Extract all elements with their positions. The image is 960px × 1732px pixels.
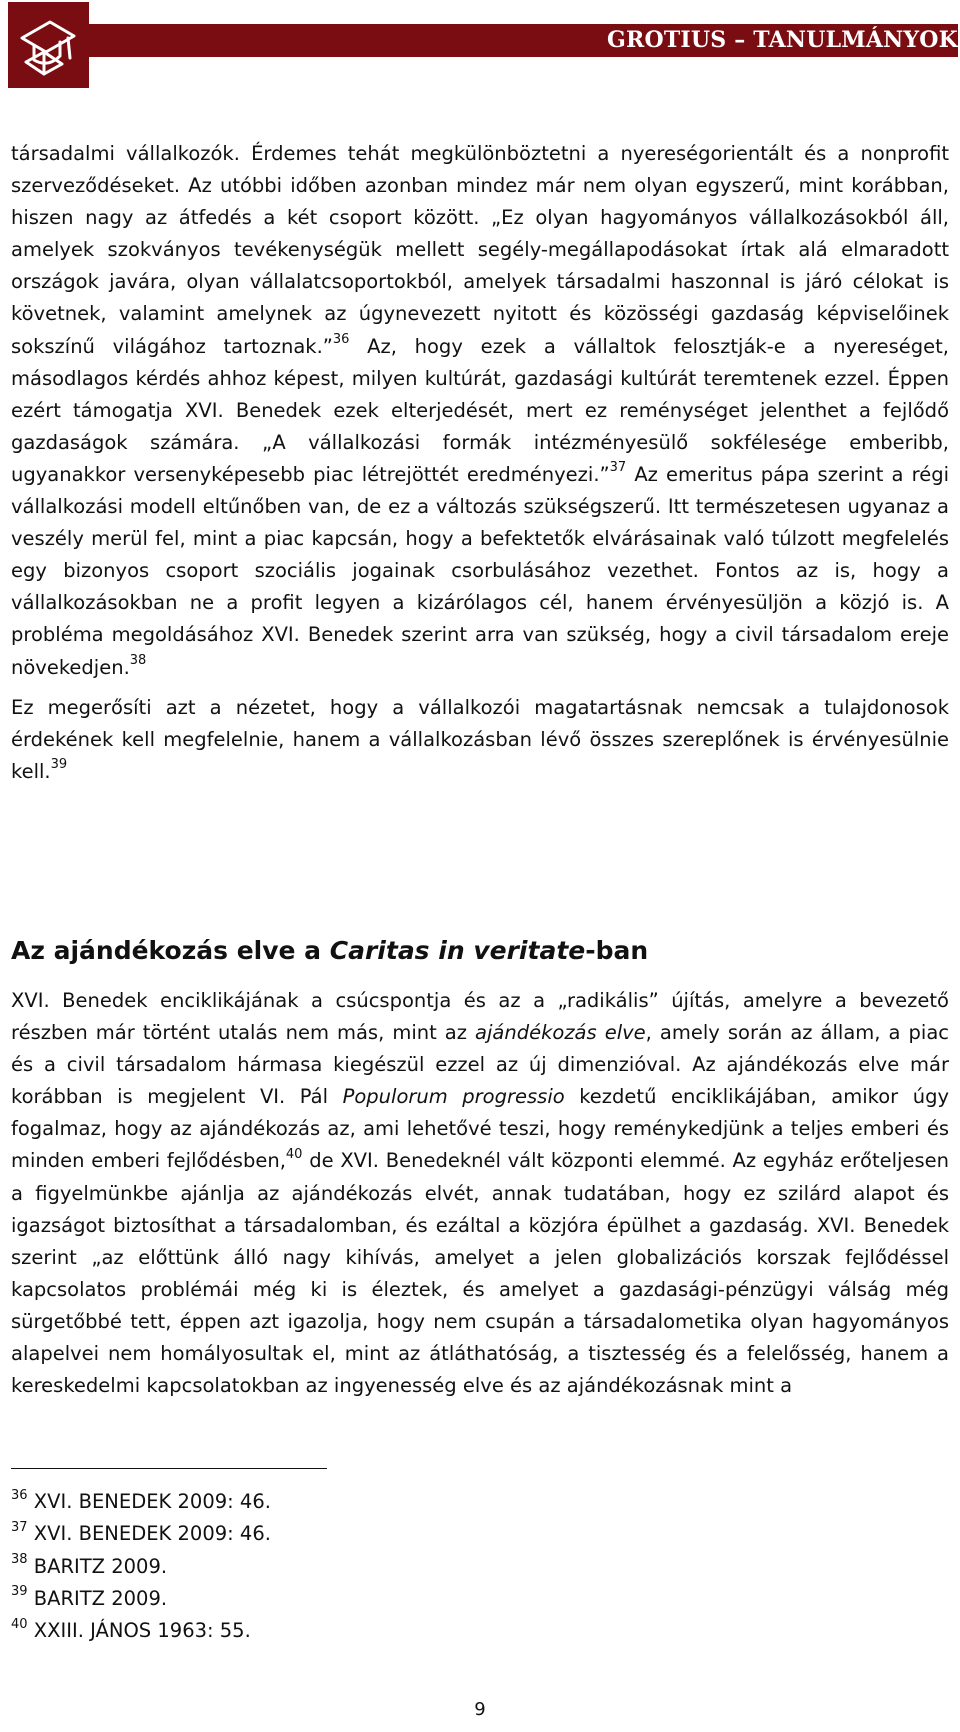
footnote-text: XVI. BENEDEK 2009: 46. — [33, 1490, 271, 1513]
text-run: , amely során az állam, a piac és a civil társadalom hármasa kiegészül ezzel az új dimenzióval. Az ajándékozás elve már korábban is megjelent VI. Pál — [11, 1021, 949, 1109]
footnote-divider — [11, 1468, 327, 1469]
heading-text: -ban — [585, 936, 649, 965]
text-run: kezdetű enciklikájában, amikor úgy fogalmaz, hogy az ajándékozás az, ami lehetővé teszi, hogy reménykedjünk a teljes emberi és minden emberi fejlődésben, — [11, 1085, 950, 1173]
footnotes — [11, 1486, 271, 1647]
paragraph — [11, 985, 949, 1402]
text-run: XVI. Benedek enciklikájának a csúcspontja és az a „radikális” újítás, amelyre a bevezető részben már történt utalás nem más, mint az — [11, 989, 949, 1045]
footnote-ref[interactable]: 36 — [332, 332, 350, 348]
footnote-number: 36 — [11, 1487, 28, 1503]
text-run: Az, hogy ezek a vállaltok felosztják-e a nyereséget, másodlagos kérdés ahhoz képest, milyen kultúrát, gazdasági kultúrát teremtenek ezzel. Éppen ezért támogatja XVI. Benedek ezek elterjedését, mert ez reménységet jelenthet a fejlődő gazdaságok számára. „A vállalkozási formák intézményesülő sokfélesége emberibb, ugyanakkor versenyképesebb piac létrejöttét eredményezi.” — [11, 334, 949, 486]
section-heading — [11, 933, 648, 969]
footnote — [11, 1583, 271, 1615]
footnote-ref[interactable]: 37 — [609, 460, 627, 476]
text-run: Ez megerősíti azt a nézetet, hogy a vállalkozói magatartásnak nemcsak a tulajdonosok érdekének kell megfelelnie, hanem a vállalkozásban lévő összes szereplőnek is érvényesülnie kell. — [11, 695, 949, 783]
text-run: társadalmi vállalkozók. Érdemes tehát megkülönböztetni a nyereségorientált és a nonprofit szerveződéseket. Az utóbbi időben azonban mindez már nem olyan egyszerű, mint korábban, hiszen nagy az átfedés a két csoport között. „Ez olyan hagyományos vállalkozásokból áll, amelyek szokványos tevékenységük mellett segély-megállapodásokat írtak alá elmaradott országok javára, olyan vállalatcsoportokból, amelyek társadalmi haszonnal is járó célokat is követnek, valamint amelynek az úgynevezett nyitott és közösségi gazdaság képviselőinek sokszínű világához tartoznak.” — [11, 142, 949, 358]
footnote — [11, 1615, 271, 1647]
footnote — [11, 1486, 271, 1518]
body-text — [11, 138, 949, 788]
journal-title: GROTIUS – TANULMÁNYOK — [606, 27, 958, 53]
footnote-text: BARITZ 2009. — [33, 1586, 168, 1610]
footnote-text: XXIII. JÁNOS 1963: 55. — [33, 1619, 251, 1643]
text-run: de XVI. Benedeknél vált központi elemmé. Az egyház erőteljesen a figyelmünkbe ajánlja az ajándékozás elvét, annak tudatában, hogy ez szilárd alapot és igazságot biztosíthat a társadalomban, és ezáltal a közjóra épülhet a gazdaság. XVI. Benedek szerint „az előttünk álló nagy kihívás, amelyet a jelen globalizációs korszak fejlődéssel kapcsolatos problémái még ki is éleztek, és amelyet a gazdasági-pénzügyi válság még sürgetőbbé tett, éppen azt igazolja, hogy nem csupán a társadalometika olyan hagyományos alapelvei nem homályosultak el, mint az átláthatóság, a tisztesség és a felelősség, hanem a kereskedelmi kapcsolatokban az ingyenesség elve és az ajándékozásnak mint a — [11, 1149, 949, 1398]
footnote-ref[interactable]: 38 — [129, 653, 147, 668]
footnote-ref[interactable]: 39 — [50, 757, 68, 773]
italic-term: Populorum progressio — [342, 1085, 565, 1109]
footnote-text: BARITZ 2009. — [33, 1554, 168, 1578]
heading-text: Az ajándékozás elve a — [11, 936, 330, 965]
heading-italic: Caritas in veritate — [329, 936, 586, 965]
footnote-number: 39 — [11, 1584, 28, 1600]
body-text-section — [11, 985, 949, 1402]
header-banner — [89, 24, 958, 57]
page-number: 9 — [474, 1699, 486, 1720]
text-run: Az emeritus pápa szerint a régi vállalkozási modell eltűnőben van, de ez a változás szükségszerű. Itt természetesen ugyanaz a veszély merül fel, mint a piac kapcsán, hogy a befektetők elvárásainak való túlzott megfelelés egy bizonyos csoport szociális jogainak csorbulásához vezethet. Fontos az is, hogy a vállalkozásokban ne a profit legyen a kizárólagos cél, hanem érvényesüljön a közjó is. A probléma megoldásához XVI. Benedek szerint arra van szükség, hogy a civil társadalom ereje növekedjen. — [11, 462, 949, 679]
paragraph — [11, 138, 949, 684]
footnote-text: XVI. BENEDEK 2009: 46. — [33, 1522, 271, 1546]
footnote — [11, 1551, 271, 1583]
footnote — [11, 1518, 271, 1550]
footnote-number: 38 — [11, 1552, 28, 1568]
footnote-ref[interactable]: 40 — [285, 1146, 303, 1162]
footnote-number: 40 — [11, 1616, 28, 1632]
italic-term: ajándékozás elve — [475, 1021, 646, 1045]
footnote-number: 37 — [11, 1519, 28, 1535]
logo — [8, 2, 89, 88]
graduation-cap-book-logo-icon — [14, 8, 84, 82]
page-header — [8, 2, 958, 90]
paragraph — [11, 692, 949, 788]
